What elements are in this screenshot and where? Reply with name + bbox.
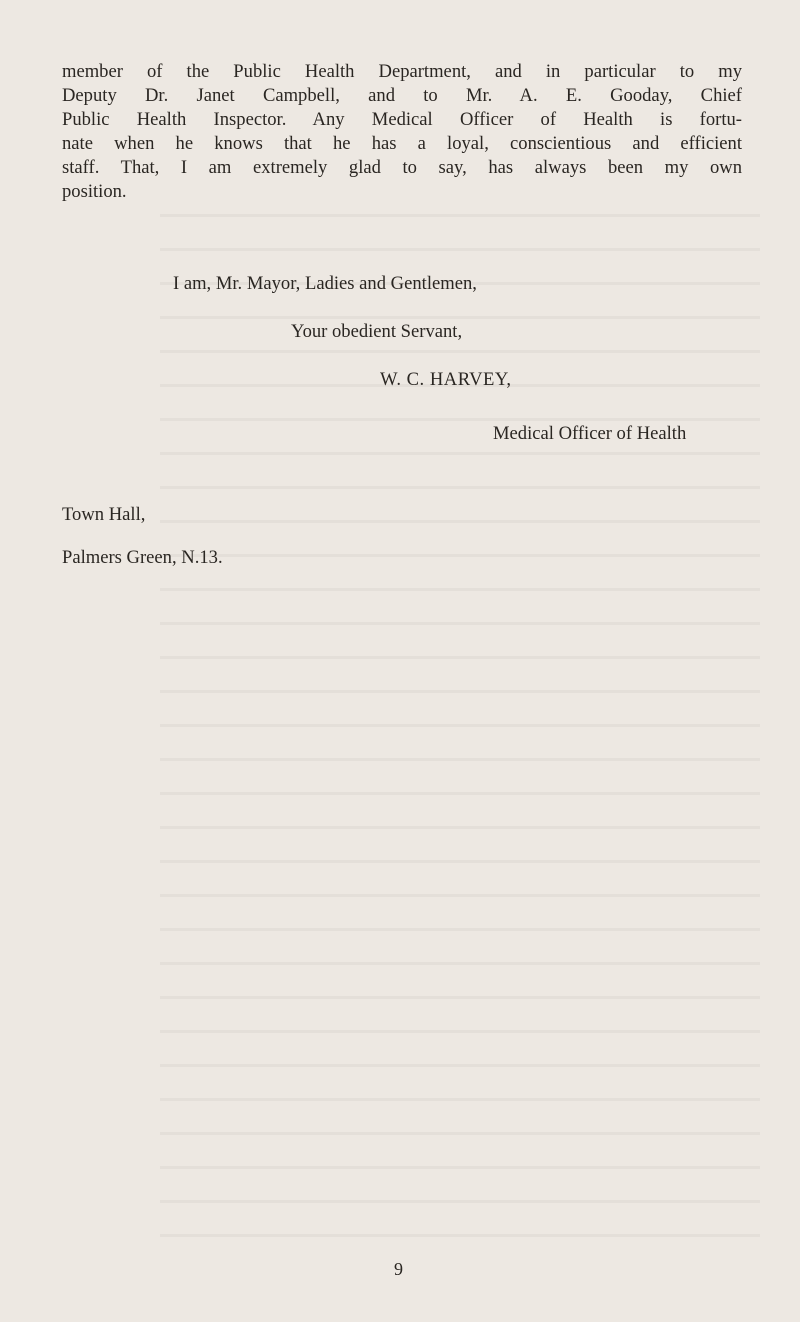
paragraph-line: staff. That, I am extremely glad to say, has always been my own: [62, 157, 742, 178]
signatory-title: Medical Officer of Health: [493, 423, 687, 444]
paragraph-line: Deputy Dr. Janet Campbell, and to Mr. A. E. Gooday, Chief: [62, 85, 742, 106]
show-through-texture: [160, 200, 760, 1240]
page-number: 9: [394, 1259, 403, 1279]
closing-paragraph: [62, 60, 742, 204]
signatory-name: W. C. HARVEY,: [380, 369, 512, 390]
paragraph-line: Public Health Inspector. Any Medical Officer of Health is fortu-: [62, 109, 742, 130]
paragraph-line: member of the Public Health Department, and in particular to my: [62, 61, 742, 82]
salutation: I am, Mr. Mayor, Ladies and Gentlemen,: [173, 273, 477, 294]
complimentary-close: Your obedient Servant,: [291, 321, 463, 342]
address-line: Town Hall,: [62, 504, 146, 525]
paragraph-line: nate when he knows that he has a loyal, conscientious and efficient: [62, 133, 742, 154]
address-line: Palmers Green, N.13.: [62, 547, 223, 568]
paragraph-line: position.: [62, 181, 127, 202]
